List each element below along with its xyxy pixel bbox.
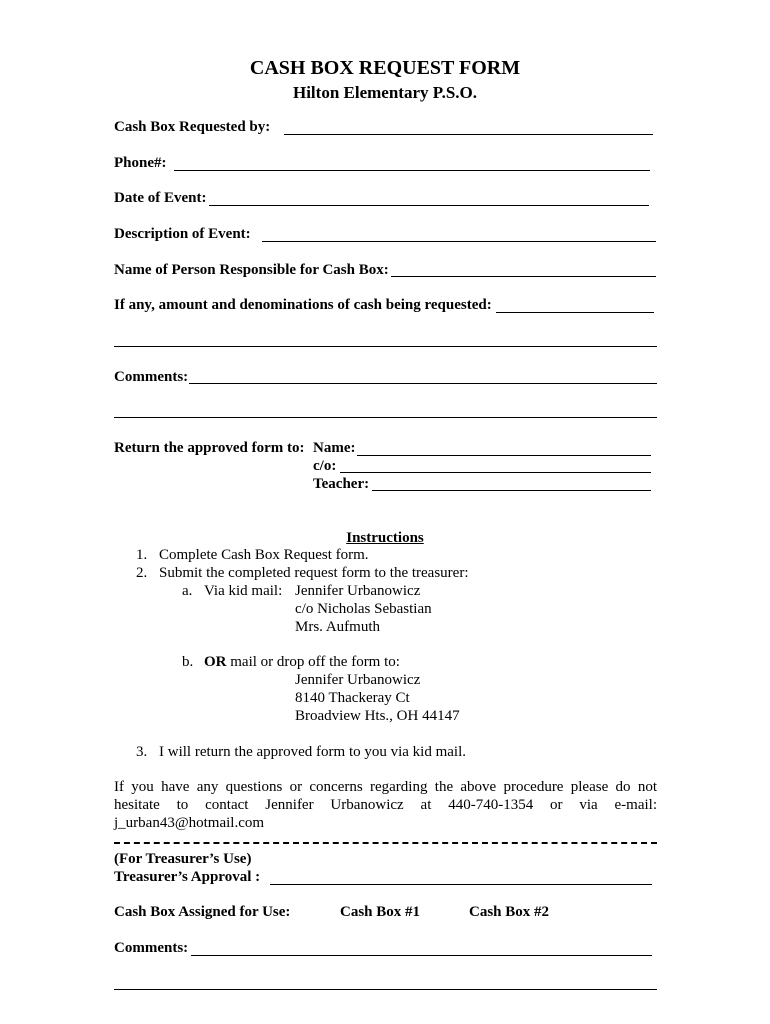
step-3-text: I will return the approved form to you via kid mail. bbox=[159, 744, 467, 760]
cash-box-1-option[interactable]: Cash Box #1 bbox=[340, 904, 421, 920]
page-subtitle: Hilton Elementary P.S.O. bbox=[292, 83, 477, 102]
description-line[interactable] bbox=[262, 241, 656, 242]
step-2b-letter: b. bbox=[182, 654, 194, 670]
step-2a-line-1: Jennifer Urbanowicz bbox=[295, 583, 421, 599]
amount-label: If any, amount and denominations of cash being requested: bbox=[114, 297, 492, 313]
step-2b-or: OR bbox=[204, 654, 227, 670]
step-2-number: 2. bbox=[136, 565, 148, 581]
return-label: Return the approved form to: bbox=[114, 440, 305, 456]
step-2a-label: Via kid mail: bbox=[204, 583, 283, 599]
comments-line[interactable] bbox=[189, 383, 657, 384]
contact-email: j_urban43@hotmail.com bbox=[114, 815, 265, 831]
responsible-line[interactable] bbox=[391, 276, 656, 277]
treasurer-comments-line[interactable] bbox=[191, 955, 652, 956]
phone-line[interactable] bbox=[174, 170, 650, 171]
date-label: Date of Event: bbox=[114, 190, 207, 206]
step-1-number: 1. bbox=[136, 547, 148, 563]
step-2a-line-2: c/o Nicholas Sebastian bbox=[295, 601, 432, 617]
requested-by-line[interactable] bbox=[284, 134, 653, 135]
step-2b-body: mail or drop off the form to: bbox=[230, 654, 400, 670]
amount-line[interactable] bbox=[496, 312, 654, 313]
step-2b-text bbox=[204, 654, 400, 671]
step-2a-line-3: Mrs. Aufmuth bbox=[295, 619, 381, 635]
treasurer-use-label: (For Treasurer’s Use) bbox=[114, 851, 252, 867]
return-teacher-label: Teacher: bbox=[313, 476, 370, 492]
responsible-label: Name of Person Responsible for Cash Box: bbox=[114, 262, 389, 278]
step-2b-line-2: 8140 Thackeray Ct bbox=[295, 690, 410, 706]
step-1-text: Complete Cash Box Request form. bbox=[159, 547, 369, 563]
return-co-label: c/o: bbox=[313, 458, 337, 474]
dashed-separator bbox=[114, 842, 657, 844]
treasurer-comments-label: Comments: bbox=[114, 940, 189, 956]
cash-box-assigned-label: Cash Box Assigned for Use: bbox=[114, 904, 291, 920]
amount-line-2[interactable] bbox=[114, 346, 657, 347]
step-2-text: Submit the completed request form to the treasurer: bbox=[159, 565, 469, 581]
cash-box-2-option[interactable]: Cash Box #2 bbox=[469, 904, 550, 920]
return-co-line[interactable] bbox=[340, 472, 651, 473]
date-line[interactable] bbox=[209, 205, 649, 206]
page-title: CASH BOX REQUEST FORM bbox=[249, 57, 521, 79]
step-2b-line-3: Broadview Hts., OH 44147 bbox=[295, 708, 460, 724]
comments-line-2[interactable] bbox=[114, 417, 657, 418]
description-label: Description of Event: bbox=[114, 226, 251, 242]
phone-label: Phone#: bbox=[114, 155, 167, 171]
return-name-label: Name: bbox=[313, 440, 356, 456]
return-name-line[interactable] bbox=[357, 455, 651, 456]
requested-by-label: Cash Box Requested by: bbox=[114, 119, 271, 135]
comments-label: Comments: bbox=[114, 369, 189, 385]
contact-line-2: hesitate to contact Jennifer Urbanowicz at 440-740-1354 or via e-mail: bbox=[114, 797, 657, 813]
step-3-number: 3. bbox=[136, 744, 148, 760]
contact-line-1: If you have any questions or concerns regarding the above procedure please do not bbox=[114, 779, 657, 795]
treasurer-comments-line-2[interactable] bbox=[114, 989, 657, 990]
step-2a-letter: a. bbox=[182, 583, 193, 599]
treasurer-approval-line[interactable] bbox=[270, 884, 652, 885]
instructions-heading: Instructions bbox=[346, 530, 424, 546]
step-2b-line-1: Jennifer Urbanowicz bbox=[295, 672, 421, 688]
treasurer-approval-label: Treasurer’s Approval : bbox=[114, 869, 261, 885]
return-teacher-line[interactable] bbox=[372, 490, 651, 491]
